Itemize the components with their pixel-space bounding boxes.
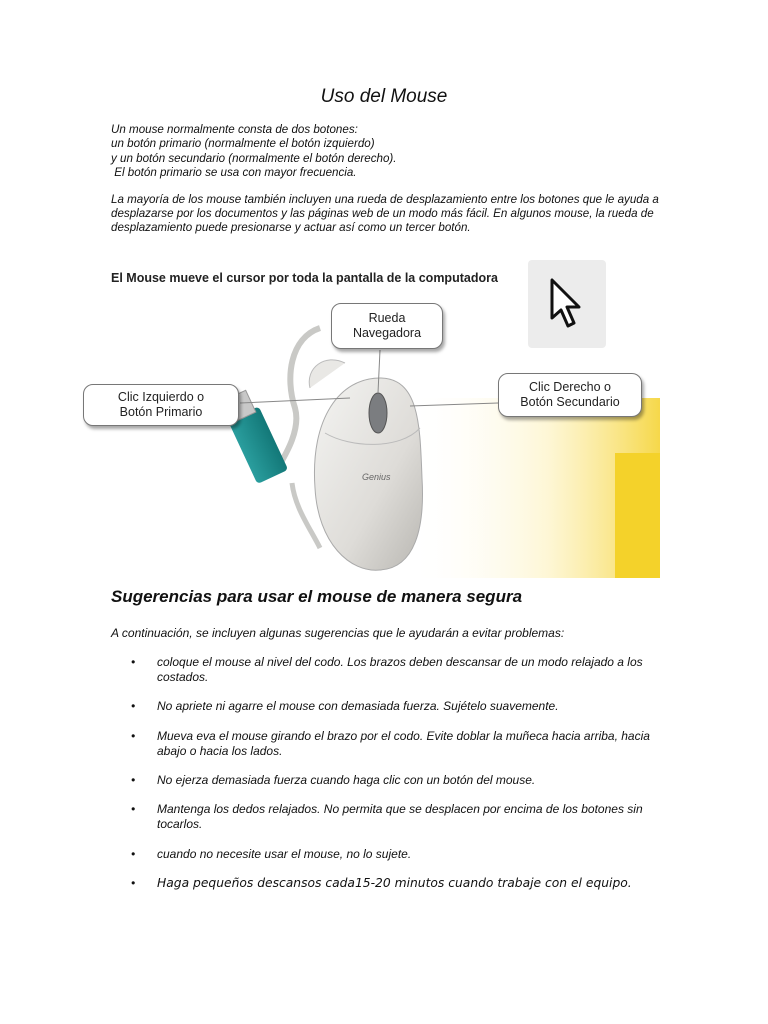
intro-paragraph: La mayoría de los mouse también incluyen una rueda de desplazamiento entre los botones que le ayuda a desplazarse por los documentos y las páginas web de un modo más fácil. En algunos mouse, la rueda de desplazamiento puede presionarse y actuar así como un tercer botón. bbox=[111, 192, 659, 235]
intro-line: un botón primario (normalmente el botón izquierdo) bbox=[111, 137, 375, 151]
tip-text: cuando no necesite usar el mouse, no lo sujete. bbox=[157, 847, 412, 861]
yellow-block bbox=[615, 453, 660, 578]
callout-right-click bbox=[498, 373, 642, 417]
bullet: • bbox=[131, 802, 136, 816]
bullet: • bbox=[131, 876, 136, 890]
intro-line: Un mouse normalmente consta de dos botones: bbox=[111, 123, 358, 136]
section-title: Sugerencias para usar el mouse de manera segura bbox=[111, 587, 523, 606]
callout-right-line: Clic Derecho o bbox=[529, 380, 611, 394]
bullet: • bbox=[131, 729, 136, 743]
mouse-top bbox=[309, 360, 345, 388]
brand-logo: Genius bbox=[362, 472, 391, 482]
tip-text: No apriete ni agarre el mouse con demasiada fuerza. Sujételo suavemente. bbox=[157, 699, 559, 713]
tip-text: coloque el mouse al nivel del codo. Los brazos deben descansar de un modo relajado a los costados. bbox=[157, 655, 643, 684]
tip-text: Haga pequeños descansos cada15-20 minutos cuando trabaje con el equipo. bbox=[157, 876, 632, 890]
callout-wheel-line: Navegadora bbox=[352, 326, 422, 340]
tip-text: Mueva eva el mouse girando el brazo por el codo. Evite doblar la muñeca hacia arriba, hacia abajo o hacia los lados. bbox=[157, 729, 650, 758]
callout-wheel-line: Rueda bbox=[368, 311, 406, 325]
callout-right-line: Botón Secundario bbox=[520, 395, 620, 409]
cursor-arrow-icon bbox=[528, 260, 606, 348]
bullet: • bbox=[131, 655, 136, 669]
callout-left-line: Botón Primario bbox=[119, 405, 203, 419]
figure-caption: El Mouse mueve el cursor por toda la pantalla de la computadora bbox=[111, 271, 498, 285]
bullet: • bbox=[131, 773, 136, 787]
section-lead: A continuación, se incluyen algunas sugerencias que le ayudarán a evitar problemas: bbox=[111, 626, 565, 640]
scroll-wheel bbox=[369, 393, 387, 433]
intro-text bbox=[111, 123, 671, 236]
callout-left-line: Clic Izquierdo o bbox=[117, 390, 205, 404]
intro-line: El botón primario se usa con mayor frecuencia. bbox=[111, 166, 357, 180]
cursor-image bbox=[528, 260, 606, 348]
tip-text: Mantenga los dedos relajados. No permita que se desplacen por encima de los botones sin tocarlos. bbox=[157, 802, 643, 831]
callout-left-click bbox=[83, 384, 239, 426]
bullet: • bbox=[131, 847, 136, 861]
bullet: • bbox=[131, 699, 136, 713]
tip-text: No ejerza demasiada fuerza cuando haga clic con un botón del mouse. bbox=[157, 773, 536, 787]
page-title: Uso del Mouse bbox=[320, 86, 448, 107]
intro-line: y un botón secundario (normalmente el botón derecho). bbox=[111, 151, 397, 165]
callout-wheel bbox=[331, 303, 443, 349]
